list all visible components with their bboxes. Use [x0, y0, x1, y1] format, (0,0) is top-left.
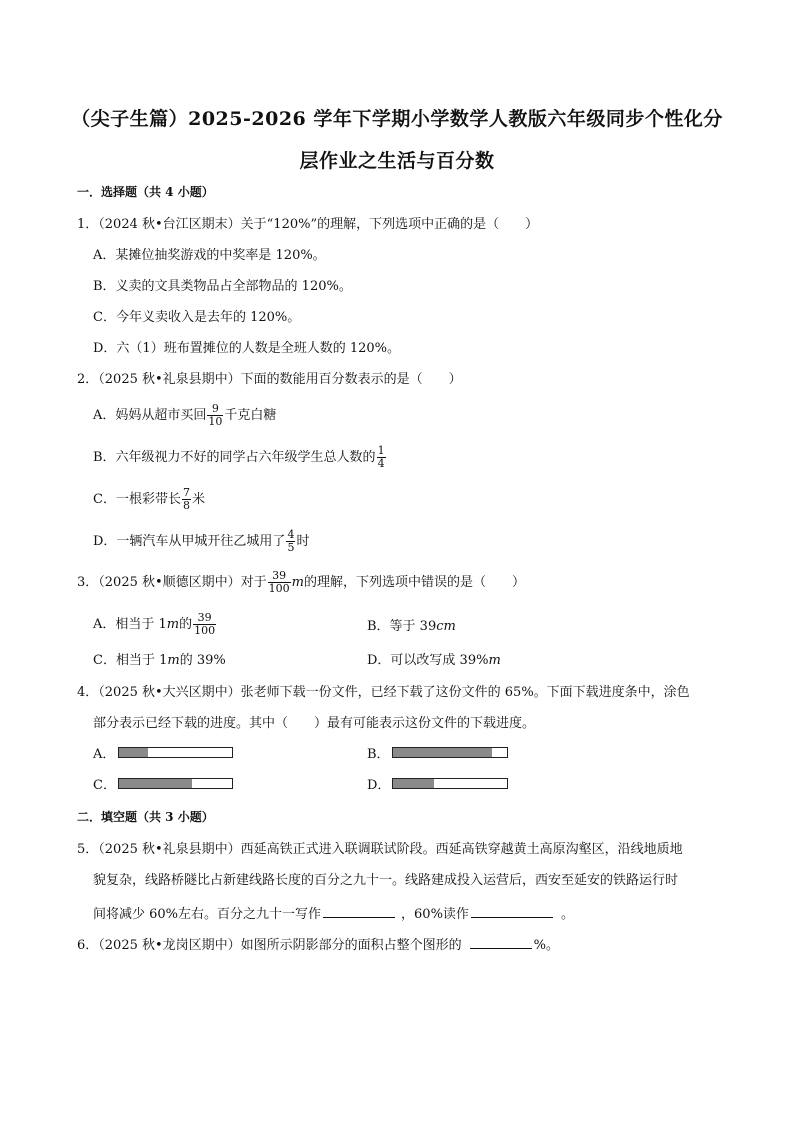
progress-fill: [393, 748, 492, 757]
section-heading-fill: 二．填空题（共 3 小题）: [77, 810, 214, 824]
fraction-numerator: 4: [287, 528, 295, 541]
q4-option-c-progress-bar: [118, 778, 233, 789]
q4-option-d-progress-bar: [392, 778, 508, 789]
q2-c-text: C．一根彩带长: [93, 492, 181, 507]
q3-c-rest: 的 39%: [179, 653, 226, 668]
q5-line1: 5．（2025 秋•礼泉县期中）西延高铁正式进入联调联试阶段。西延高铁穿越黄土高原沟壑区，沿线地质地: [77, 842, 683, 857]
fraction-numerator: 1: [377, 444, 385, 457]
q3-d-unit: m: [488, 653, 501, 668]
q6-unit: %。: [533, 938, 560, 953]
q3-a-fraction: [193, 612, 216, 637]
q2-c-unit: 米: [191, 492, 205, 507]
q4-option-a-label: A．: [93, 747, 116, 762]
section-heading-choice: 一．选择题（共 4 小题）: [77, 185, 214, 199]
progress-fill: [119, 748, 148, 757]
q3-a-text: A．相当于 1: [93, 617, 167, 632]
q2-option-b: [93, 445, 387, 470]
progress-fill: [119, 779, 192, 788]
q1-stem: 1．（2024 秋•台江区期末）关于“120%”的理解，下列选项中正确的是（ ）: [77, 217, 539, 232]
q1-option-a: A．某摊位抽奖游戏的中奖率是 120%。: [93, 248, 326, 263]
document-title-line1: （尖子生篇）2025-2026 学年下学期小学数学人教版六年级同步个性化分: [71, 108, 723, 130]
q3-c-unit: m: [167, 653, 180, 668]
q2-option-c: [93, 487, 205, 512]
fraction-denominator: 5: [287, 541, 295, 554]
q2-c-fraction: [182, 487, 191, 512]
fraction-denominator: 100: [268, 582, 290, 595]
q3-a-mid: 的: [179, 617, 193, 632]
q2-d-text: D．一辆汽车从甲城开往乙城用了: [93, 534, 286, 549]
q3-option-d: [367, 652, 501, 670]
q6-stem: [77, 934, 559, 955]
q4-option-b-label: B．: [367, 747, 390, 762]
fraction-numerator: 39: [197, 611, 212, 624]
q3-b-text: B．等于 39: [367, 619, 437, 634]
fraction-denominator: 8: [182, 499, 190, 512]
q4-stem-line2: 部分表示已经下载的进度。其中（ ）最有可能表示这份文件的下载进度。: [93, 716, 536, 731]
q2-a-text: A．妈妈从超市买回: [93, 408, 207, 423]
q3-option-a: [93, 612, 217, 637]
q5-text-c: 。: [560, 907, 574, 922]
q1-option-d: D．六（1）班布置摊位的人数是全班人数的 120%。: [93, 341, 400, 356]
progress-fill: [393, 779, 434, 788]
document-title-line2: 层作业之生活与百分数: [299, 150, 495, 172]
q2-d-unit: 时: [296, 534, 310, 549]
q3-option-b: [367, 618, 456, 636]
q5-answer-blank-1[interactable]: [323, 903, 395, 918]
q3-d-text: D．可以改写成 39%: [367, 653, 489, 668]
q3-option-c: [93, 652, 226, 670]
q3-a-unit: m: [166, 617, 180, 632]
q4-option-d-label: D．: [367, 778, 391, 793]
q6-text: 6．（2025 秋•龙岗区期中）如图所示阴影部分的面积占整个图形的: [77, 938, 462, 953]
q4-stem-line1: 4．（2025 秋•大兴区期中）张老师下载一份文件，已经下载了这份文件的 65%。下面下载进度条中，涂色: [77, 685, 690, 700]
fraction-numerator: 9: [211, 402, 219, 415]
q3-stem-unit: m: [291, 575, 304, 590]
q1-option-c: C．今年义卖收入是去年的 120%。: [93, 310, 301, 325]
q4-option-c-label: C．: [93, 778, 116, 793]
fraction-denominator: 10: [208, 415, 223, 428]
q3-b-unit: cm: [436, 619, 456, 634]
q3-c-text: C．相当于 1: [93, 653, 168, 668]
q4-option-b-progress-bar: [392, 747, 508, 758]
q4-option-a-progress-bar: [118, 747, 233, 758]
q5-text-a: 间将减少 60%左右。百分之九十一写作: [93, 907, 322, 922]
q2-option-a: [93, 403, 276, 428]
q2-b-text: B．六年级视力不好的同学占六年级学生总人数的: [93, 450, 376, 465]
q5-line3: [93, 903, 574, 924]
q5-answer-blank-2[interactable]: [471, 903, 553, 918]
fraction-numerator: 39: [272, 569, 287, 582]
fraction-denominator: 100: [194, 624, 216, 637]
q2-a-fraction: [207, 403, 223, 428]
q2-option-d: [93, 529, 309, 554]
fraction-numerator: 7: [182, 486, 190, 499]
q3-stem-rest: 的理解，下列选项中错误的是（ ）: [303, 575, 525, 590]
q5-line2: 貌复杂，线路桥隧比占新建线路长度的百分之九十一。线路建成投入运营后，西安至延安的铁路运行时: [93, 873, 679, 888]
q6-answer-blank[interactable]: [470, 934, 532, 949]
q2-stem: 2．（2025 秋•礼泉县期中）下面的数能用百分数表示的是（ ）: [77, 372, 462, 387]
q2-a-unit: 千克白糖: [224, 408, 277, 423]
q1-option-b: B．义卖的文具类物品占全部物品的 120%。: [93, 279, 352, 294]
q3-stem-text: 3．（2025 秋•顺德区期中）对于: [77, 575, 267, 590]
q2-b-fraction: [377, 445, 386, 470]
q5-text-b: ，60%读作: [401, 907, 469, 922]
q3-stem: [77, 570, 525, 595]
q2-d-fraction: [286, 529, 295, 554]
fraction-denominator: 4: [377, 457, 385, 470]
q3-stem-fraction: [268, 570, 291, 595]
